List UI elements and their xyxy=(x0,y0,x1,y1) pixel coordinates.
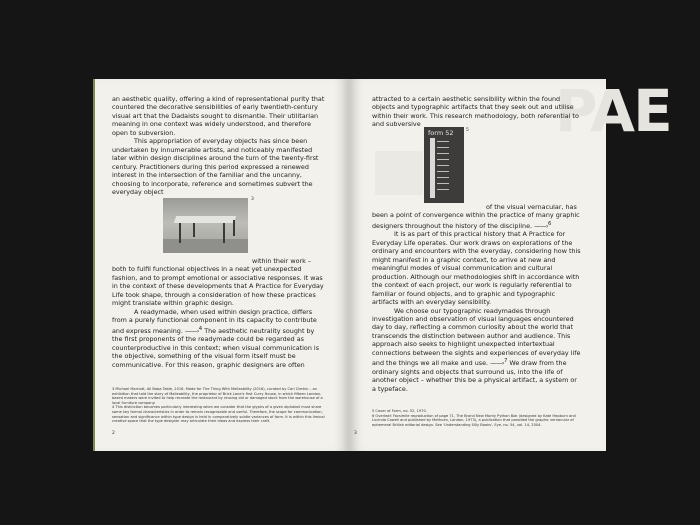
page-number: 2 xyxy=(112,431,115,436)
footnote: 4 This distinction becomes particularly interesting when we consider that the glyphs of a given alphabet must share some key formal characteristics in order to remain recognisable and useful. Therefore, the scope for communication, sensation and significance within type design is held in comparatively subtle variances of form. It is within this liminal creative space that the type designer may articulate their ideas and express their craft. xyxy=(112,405,325,424)
paragraph: of the visual vernacular, has been a point of convergence within the practice of many graphic designers throughout the history of the discipline. ——›$^6$ xyxy=(372,203,580,231)
table-photo xyxy=(163,198,248,253)
page-edge xyxy=(93,79,95,451)
paragraph: A readymade, when used within design practice, differs from a purely functional component in its capacity to contribute and express meaning. ——›$^4$ The aesthetic neutrality sought by the first proponents of the readymade could be regarded as counterproductive in this context; when visual communication is the objective, something of the visual form itself must be communicative. For this reason, graphic designers are often xyxy=(112,307,320,369)
paragraph: This appropriation of everyday objects has since been undertaken by innumerable artists, and noticeably manifested later within design disciplines around the turn of the twenty-first century. Practitioners during this period expressed a renewed interest in the intersection of the familiar and the uncanny, choosing to incorporate, reference and sometimes subvert the everyday object xyxy=(112,137,319,196)
page-number: 3 xyxy=(354,431,357,436)
paragraph: within their work – both to fulfil functional objectives in a neat yet unexpected fashion, and to prompt emotional or associative responses. It was in the context of these developments that A Practice for Everyday Life took shape, through a consideration of how these practices might translate within graphic design. xyxy=(112,257,324,308)
footnote: 3 Michael Marriott, Ali Baba Table, 2016. Made for The Thing With Malleability (2016), curated by Carl Clerkin – an exhibition that told the story of Malleability, the proprietor of Brick Lane's first Curry House, in which fifteen London-based makers were invited to help recreate the restaurant by reusing old or damaged stock from the warehouse of a local furniture company. xyxy=(112,387,323,405)
table-top xyxy=(174,216,236,223)
left-page xyxy=(93,79,348,451)
left-text-mid xyxy=(112,257,326,369)
right-page xyxy=(350,77,671,451)
form-52-cover-image xyxy=(424,127,464,203)
ghost-shape xyxy=(375,151,423,195)
left-text-top xyxy=(112,95,326,196)
left-footnotes xyxy=(112,387,326,424)
cover-title: form 52 xyxy=(428,129,454,137)
right-footnotes xyxy=(372,409,582,427)
ghost-letters: PAE xyxy=(555,77,671,145)
figure-ref: 5 xyxy=(466,128,469,133)
paragraph: We choose our typographic readymades through investigation and observation of visual languages encountered day to day, reflecting a common curiosity about the world that transcends the distinction between author and audience. This approach also seeks to highlight unexpected intertextual connections between the sights and experiences of everyday life and the things we all make and use. ——›$^7$ We draw from the ordinary sights and objects that surround us, into the life of another object – whether this be a physical artifact, a system or a typeface. xyxy=(372,306,581,393)
paragraph: attracted to a certain aesthetic sensibility within the found objects and typographic artifacts that they seek out and utilise within their work. This research methodology, both referential to and subversive xyxy=(372,95,579,129)
paragraph: It is as part of this practical history that A Practice for Everyday Life operates. Our work draws on explorations of the ordinary and encounters with the everyday, considering how this might manifest in a graphic context, to arrive at new and meaningful modes of visual communication and cultural production. Although our methodologies shift in accordance with the context of each project, our work is regularly referential to familiar or found objects, and to graphic and typographic artifacts with an everyday sensibility. xyxy=(372,230,581,307)
right-text-top xyxy=(372,95,582,129)
footnote: 6 Overleaf: Facsimile reproduction of page 71, The Brand New Monty Python Bok (designed by Kate Hepburn and Lucinda Cowell and published by Methuen, London, 1973), a publication that parodied the graphic vernacular of ephemeral British editorial design. See 'Understanding Silly Books', Eye, no. 54, vol. 14, 2004. xyxy=(372,413,576,427)
footnote: 5 Cover of Form, no. 52, 1970. xyxy=(372,409,427,413)
paragraph: an aesthetic quality, offering a kind of representational purity that countered the decorative sensibilities of early twentieth-century visual art that the Dadaists sought to dismantle. Their utilitarian meaning in one context was widely understood, and therefore open to subversion. xyxy=(112,95,325,137)
right-text-mid xyxy=(372,203,582,393)
book-spread xyxy=(93,77,671,451)
figure-ref: 3 xyxy=(251,197,254,202)
